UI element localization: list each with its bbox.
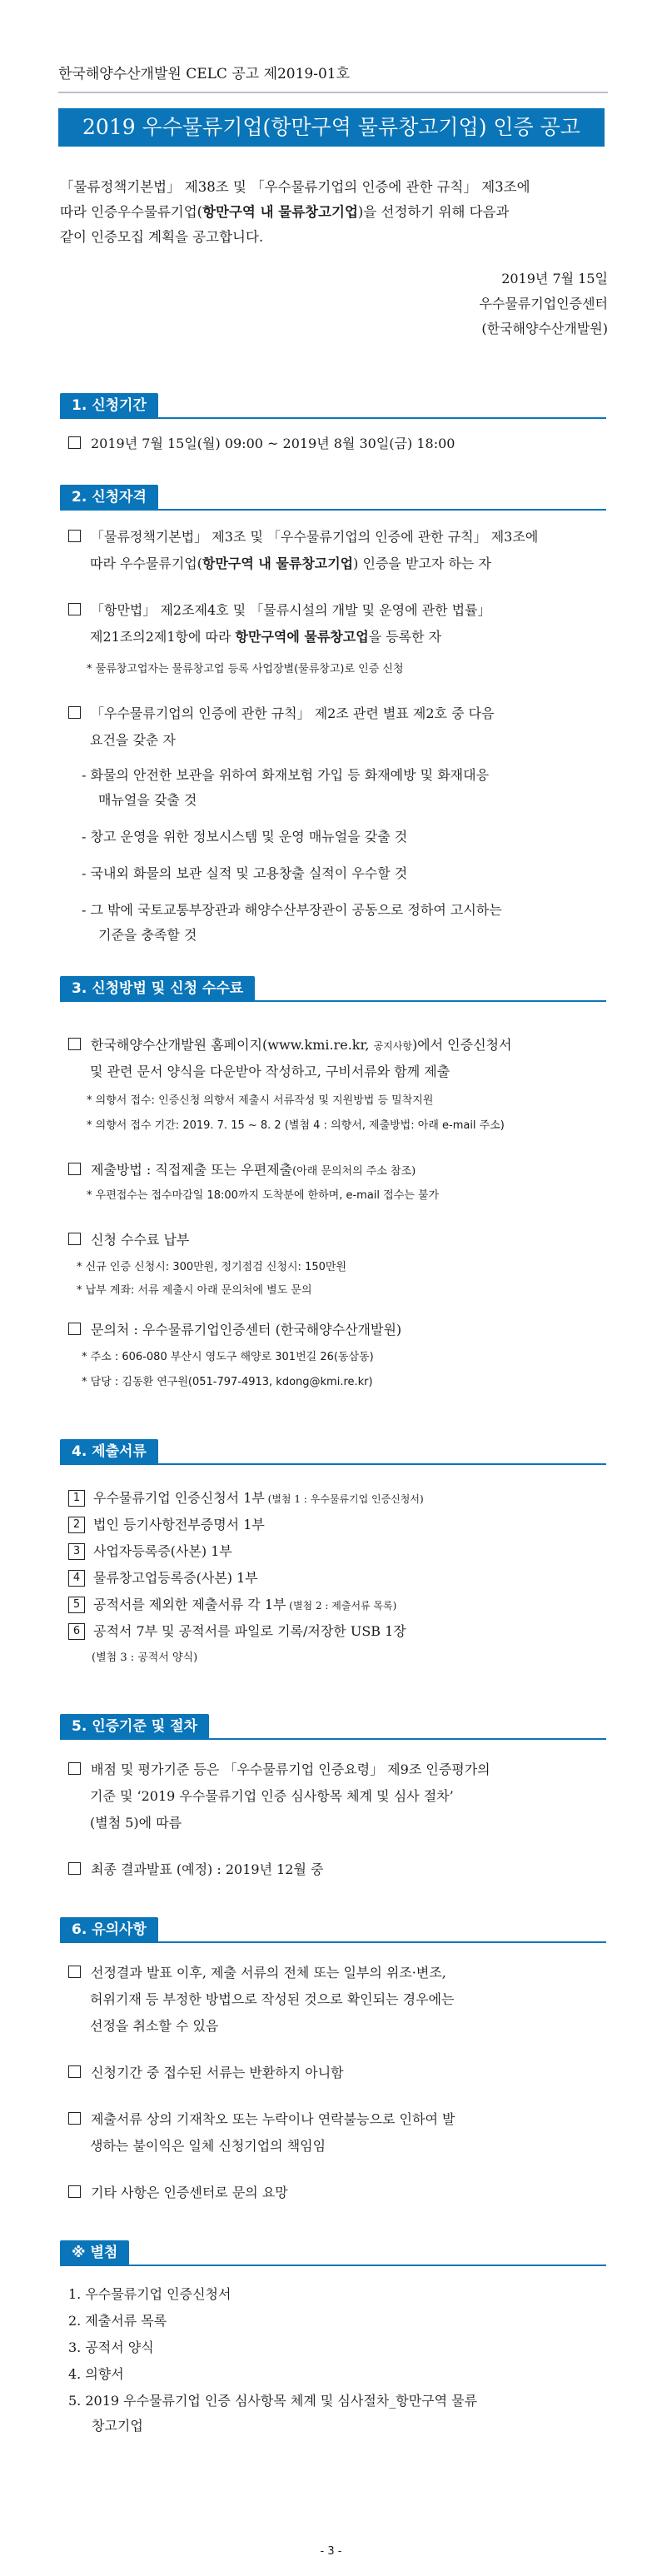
checkbox-square-icon — [68, 1323, 81, 1335]
section-5-rule — [60, 1738, 606, 1740]
section-2-rule — [60, 509, 606, 511]
s4-item-3: 3 사업자등록증(사본) 1부 — [68, 1541, 232, 1562]
annex-item-3: 3. 공적서 양식 — [68, 2339, 154, 2355]
s2-d1-line1: - 화물의 안전한 보관을 위하여 화재보험 가입 등 화재예방 및 화재대응 — [82, 767, 490, 783]
section-2-heading: 2. 신청자격 — [60, 485, 158, 510]
s5-a-line2: 기준 및 ‘2019 우수물류기업 인증 심사항목 체계 및 심사 절차’ — [90, 1788, 454, 1804]
checkbox-square-icon — [68, 2112, 81, 2125]
issuing-org: 우수물류기업인증센터 — [479, 296, 608, 311]
checkbox-square-icon — [68, 2185, 81, 2198]
s3-a-line2: 및 관련 문서 양식을 다운받아 작성하고, 구비서류와 함께 제출 — [90, 1064, 450, 1079]
s6-d-line1: 기타 사항은 인증센터로 문의 요망 — [68, 2182, 288, 2204]
page-title: 2019 우수물류기업(항만구역 물류창고기업) 인증 공고 — [58, 108, 605, 147]
number-box-icon: 3 — [68, 1543, 85, 1560]
s2-a-line1: 「물류정책기본법」 제3조 및 「우수물류기업의 인증에 관한 규칙」 제3조에 — [68, 526, 538, 548]
section-4-rule — [60, 1463, 606, 1465]
page-number: - 3 - — [320, 2545, 342, 2558]
s5-a-line3: (별첨 5)에 따름 — [90, 1815, 182, 1831]
s4-item-6-sub: (별첨 3 : 공적서 양식) — [92, 1652, 198, 1664]
section-3-heading: 3. 신청방법 및 신청 수수료 — [60, 976, 255, 1001]
s4-item-4: 4 물류창고업등록증(사본) 1부 — [68, 1567, 258, 1589]
signature-block — [416, 267, 608, 341]
checkbox-square-icon — [68, 1233, 81, 1245]
checkbox-square-icon — [68, 603, 81, 615]
s2-d3: - 국내외 화물의 보관 실적 및 고용창출 실적이 우수할 것 — [82, 865, 408, 881]
s2-d4-line1: - 그 밖에 국토교통부장관과 해양수산부장관이 공동으로 정하여 고시하는 — [82, 902, 502, 918]
intro-paragraph — [60, 175, 610, 250]
annex-heading: ※ 별첨 — [60, 2240, 129, 2265]
s5-b-line1: 최종 결과발표 (예정) : 2019년 12월 중 — [68, 1859, 324, 1881]
checkbox-square-icon — [68, 1862, 81, 1875]
notice-date: 2019년 7월 15일 — [501, 271, 608, 286]
intro-line-2: 따라 인증우수물류기업(항만구역 내 물류창고기업)을 선정하기 위해 다음과 — [60, 204, 510, 220]
s2-b-line2: 제21조의2제1항에 따라 항만구역에 물류창고업을 등록한 자 — [90, 629, 442, 645]
number-box-icon: 6 — [68, 1623, 85, 1640]
s3-b-note: * 우편접수는 접수마감일 18:00까지 도착분에 한하며, e-mail 접수는 불가 — [87, 1189, 440, 1202]
notice-number: 한국해양수산개발원 CELC 공고 제2019-01호 — [58, 66, 351, 82]
s6-b-line1: 신청기간 중 접수된 서류는 반환하지 아니함 — [68, 2062, 344, 2084]
s2-b-line1: 「항만법」 제2조제4호 및 「물류시설의 개발 및 운영에 관한 법률」 — [68, 600, 491, 621]
section-4-heading: 4. 제출서류 — [60, 1439, 158, 1464]
section-6-heading: 6. 유의사항 — [60, 1917, 158, 1942]
number-box-icon: 5 — [68, 1597, 85, 1613]
s3-d-line1: 문의처 : 우수물류기업인증센터 (한국해양수산개발원) — [68, 1319, 401, 1341]
s2-d4-line2: 기준을 충족할 것 — [98, 927, 197, 943]
s1-period: 2019년 7월 15일(월) 09:00 ~ 2019년 8월 30일(금) 18:00 — [68, 433, 455, 455]
s2-d2: - 창고 운영을 위한 정보시스템 및 운영 매뉴얼을 갖출 것 — [82, 829, 408, 845]
checkbox-square-icon — [68, 1038, 81, 1050]
s6-a-line2: 허위기재 등 부정한 방법으로 작성된 것으로 확인되는 경우에는 — [90, 1991, 455, 2007]
s3-d-note2: * 담당 : 김동환 연구원(051-797-4913, kdong@kmi.re.kr) — [82, 1376, 373, 1388]
section-3-rule — [60, 1000, 606, 1002]
section-6-rule — [60, 1941, 606, 1943]
s6-c-line2: 생하는 불이익은 일체 신청기업의 책임임 — [90, 2138, 326, 2154]
annex-rule — [60, 2265, 606, 2266]
s3-a-note1: * 의향서 접수: 인증신청 의향서 제출시 서류작성 및 지원방법 등 밀착지원 — [87, 1094, 434, 1107]
s3-c-line1: 신청 수수료 납부 — [68, 1229, 189, 1251]
s5-a-line1: 배점 및 평가기준 등은 「우수물류기업 인증요령」 제9조 인증평가의 — [68, 1759, 490, 1781]
s2-d1-line2: 매뉴얼을 갖출 것 — [98, 792, 197, 808]
s4-item-5: 5 공적서를 제외한 제출서류 각 1부 (별첨 2 : 제출서류 목록) — [68, 1594, 396, 1617]
s6-c-line1: 제출서류 상의 기재착오 또는 누락이나 연락불능으로 인하여 발 — [68, 2109, 455, 2130]
s3-d-note1: * 주소 : 606-080 부산시 영도구 해양로 301번길 26(동삼동) — [82, 1351, 374, 1363]
s3-c-note1: * 신규 인증 신청시: 300만원, 정기점검 신청시: 150만원 — [77, 1261, 346, 1273]
annex-item-1: 1. 우수물류기업 인증신청서 — [68, 2286, 231, 2302]
s2-c-line2: 요건을 갖춘 자 — [90, 732, 176, 748]
checkbox-square-icon — [68, 1163, 81, 1175]
s2-b-note: * 물류창고업자는 물류창고업 등록 사업장별(물류창고)로 인증 신청 — [87, 663, 404, 675]
annex-item-5: 5. 2019 우수물류기업 인증 심사항목 체계 및 심사절차_항만구역 물류 — [68, 2393, 478, 2409]
s3-b-line1: 제출방법 : 직접제출 또는 우편제출(아래 문의처의 주소 참조) — [68, 1159, 416, 1183]
s2-a-line2: 따라 우수물류기업(항만구역 내 물류창고기업) 인증을 받고자 하는 자 — [90, 556, 491, 571]
s2-c-line1: 「우수물류기업의 인증에 관한 규칙」 제2조 관련 별표 제2호 중 다음 — [68, 703, 495, 725]
checkbox-square-icon — [68, 1762, 81, 1775]
checkbox-square-icon — [68, 706, 81, 719]
annex-item-2: 2. 제출서류 목록 — [68, 2313, 167, 2329]
checkbox-square-icon — [68, 436, 81, 449]
checkbox-square-icon — [68, 2065, 81, 2078]
s4-item-6: 6 공적서 7부 및 공적서를 파일로 기록/저장한 USB 1장 — [68, 1621, 406, 1642]
checkbox-square-icon — [68, 1966, 81, 1978]
number-box-icon: 2 — [68, 1517, 85, 1533]
s3-c-note2: * 납부 계좌: 서류 제출시 아래 문의처에 별도 문의 — [77, 1284, 312, 1297]
s3-a-line1: 한국해양수산개발원 홈페이지(www.kmi.re.kr, 공지사항)에서 인증신청서 — [68, 1034, 511, 1057]
intro-line-1: 「물류정책기본법」 제38조 및 「우수물류기업의 인증에 관한 규칙」 제3조에 — [60, 179, 530, 195]
number-box-icon: 1 — [68, 1490, 85, 1507]
intro-line-3: 같이 인증모집 계획을 공고합니다. — [60, 229, 264, 245]
s6-a-line1: 선정결과 발표 이후, 제출 서류의 전체 또는 일부의 위조·변조, — [68, 1962, 446, 1984]
section-1-rule — [60, 417, 606, 419]
s4-item-1: 1 우수물류기업 인증신청서 1부 (별첨 1 : 우수물류기업 인증신청서) — [68, 1487, 424, 1510]
checkbox-square-icon — [68, 530, 81, 542]
s3-a-note2: * 의향서 접수 기간: 2019. 7. 15 ~ 8. 2 (별첨 4 : 의향서, 제출방법: 아래 e-mail 주소) — [87, 1119, 505, 1132]
annex-item-4: 4. 의향서 — [68, 2366, 124, 2382]
header-rule — [58, 92, 608, 93]
section-5-heading: 5. 인증기준 및 절차 — [60, 1714, 209, 1739]
s6-a-line3: 선정을 취소할 수 있음 — [90, 2018, 219, 2034]
parent-org: (한국해양수산개발원) — [481, 321, 608, 336]
section-1-heading: 1. 신청기간 — [60, 393, 158, 418]
annex-item-5-cont: 창고기업 — [92, 2418, 143, 2434]
s4-item-2: 2 법인 등기사항전부증명서 1부 — [68, 1514, 265, 1536]
number-box-icon: 4 — [68, 1570, 85, 1587]
